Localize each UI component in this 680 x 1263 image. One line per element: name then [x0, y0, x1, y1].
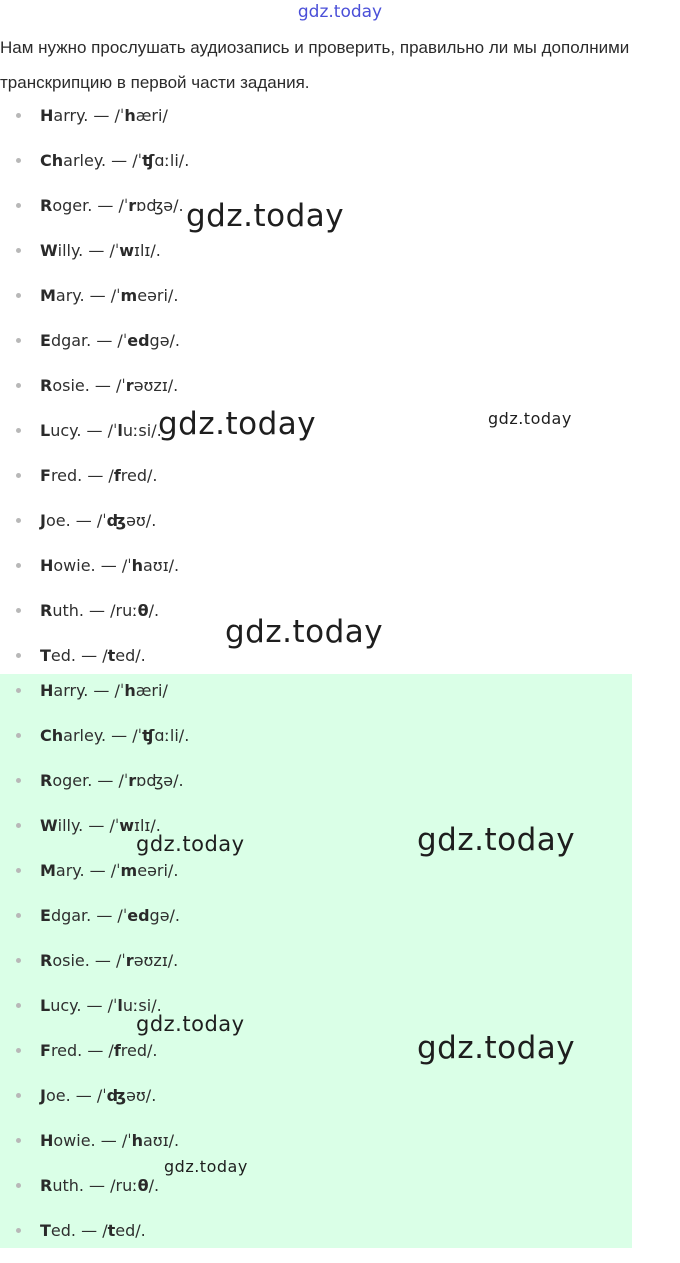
list-item: [0, 103, 189, 148]
transcription-separator: — /ˈ: [83, 241, 120, 260]
transcription-tail: ɒʤə/.: [136, 196, 184, 215]
transcription-highlight: f: [113, 1041, 121, 1060]
name-rest: illy.: [57, 816, 84, 835]
transcription-tail: ɪlɪ/.: [134, 241, 161, 260]
list-item: [0, 508, 189, 553]
bullet-icon: [16, 653, 21, 658]
name-initial: R: [40, 601, 53, 620]
transcription-tail: əʊ/.: [126, 1086, 157, 1105]
transcription-separator: — /ˈ: [89, 376, 126, 395]
name-initial: H: [40, 681, 54, 700]
bullet-icon: [16, 778, 21, 783]
name-initial: E: [40, 331, 51, 350]
transcription-tail: æri/: [135, 681, 168, 700]
name-rest: illy.: [57, 241, 84, 260]
watermark: gdz.today: [417, 1030, 576, 1066]
list-item: [0, 678, 189, 723]
bullet-icon: [16, 428, 21, 433]
name-rest: oger.: [52, 196, 93, 215]
list-item: [0, 903, 189, 948]
name-rest: arry.: [53, 106, 89, 125]
name-rest: ucy.: [50, 996, 82, 1015]
name-initial: M: [40, 286, 56, 305]
transcription-highlight: θ: [137, 1176, 149, 1195]
bullet-icon: [16, 158, 21, 163]
transcription-tail: red/.: [120, 466, 158, 485]
site-header-logo[interactable]: gdz.today: [297, 2, 383, 22]
name-rest: owie.: [53, 1131, 96, 1150]
name-initial: L: [40, 421, 51, 440]
transcription-highlight: ʧ: [142, 726, 155, 745]
name-initial: H: [40, 106, 54, 125]
name-rest: arley.: [63, 726, 107, 745]
bullet-icon: [16, 733, 21, 738]
transcription-highlight: ʤ: [106, 511, 127, 530]
bullet-icon: [16, 518, 21, 523]
name-initial: H: [40, 556, 54, 575]
name-rest: oger.: [52, 771, 93, 790]
name-initial: R: [40, 376, 53, 395]
transcription-highlight: w: [119, 241, 135, 260]
transcription-separator: — /ˈ: [92, 196, 129, 215]
transcription-highlight: m: [120, 286, 138, 305]
transcription-highlight: h: [124, 681, 136, 700]
transcription-separator: — /ˈ: [70, 511, 107, 530]
transcription-highlight: w: [119, 816, 135, 835]
bullet-icon: [16, 823, 21, 828]
name-rest: owie.: [53, 556, 96, 575]
bullet-icon: [16, 113, 21, 118]
transcription-highlight: r: [128, 196, 137, 215]
name-rest: ed.: [50, 1221, 77, 1240]
bullet-icon: [16, 958, 21, 963]
bullet-icon: [16, 383, 21, 388]
transcription-tail: ɑːli/.: [154, 726, 190, 745]
name-initial: T: [40, 646, 51, 665]
transcription-separator: — /ˈ: [91, 331, 128, 350]
transcription-separator: — /ˈ: [89, 951, 126, 970]
name-rest: uth.: [52, 601, 84, 620]
transcription-highlight: f: [113, 466, 121, 485]
transcription-separator: — /ˈ: [70, 1086, 107, 1105]
name-initial: W: [40, 241, 58, 260]
transcription-tail: aʊɪ/.: [143, 1131, 180, 1150]
name-rest: uth.: [52, 1176, 84, 1195]
transcription-highlight: ed: [127, 331, 150, 350]
intro-text: Нам нужно прослушать аудиозапись и проверить, правильно ли мы дополними транскрипцию в первой части задания.: [0, 38, 630, 92]
transcription-highlight: ʤ: [106, 1086, 127, 1105]
transcription-tail: əʊzɪ/.: [133, 951, 179, 970]
watermark: gdz.today: [164, 1157, 248, 1176]
bullet-icon: [16, 913, 21, 918]
transcription-highlight: m: [120, 861, 138, 880]
transcription-separator: — /ˈ: [81, 421, 118, 440]
transcription-separator: — /ˈ: [84, 861, 121, 880]
bullet-icon: [16, 1138, 21, 1143]
name-initial: L: [40, 996, 51, 1015]
bullet-icon: [16, 688, 21, 693]
list-item: [0, 598, 189, 643]
transcription-separator: — /ˈ: [95, 1131, 132, 1150]
bullet-icon: [16, 1228, 21, 1233]
transcription-tail: ɪlɪ/.: [134, 816, 161, 835]
name-initial: Ch: [40, 726, 64, 745]
transcription-tail: æri/: [135, 106, 168, 125]
name-initial: R: [40, 196, 53, 215]
watermark: gdz.today: [136, 1012, 245, 1036]
name-rest: arley.: [63, 151, 107, 170]
transcription-highlight: θ: [137, 601, 149, 620]
bullet-icon: [16, 1093, 21, 1098]
transcription-highlight: t: [107, 646, 116, 665]
watermark: gdz.today: [158, 406, 317, 442]
transcription-highlight: l: [117, 421, 123, 440]
list-item: [0, 1218, 189, 1263]
transcription-highlight: l: [117, 996, 123, 1015]
transcription-tail: uːsi/.: [122, 421, 162, 440]
transcription-tail: əʊzɪ/.: [133, 376, 179, 395]
name-initial: R: [40, 951, 53, 970]
list-item: [0, 1173, 189, 1218]
watermark: gdz.today: [417, 822, 576, 858]
transcription-highlight: t: [107, 1221, 116, 1240]
transcription-tail: gə/.: [149, 906, 181, 925]
watermark: gdz.today: [136, 832, 245, 856]
name-rest: dgar.: [50, 906, 92, 925]
transcription-separator: — /ˈ: [88, 681, 125, 700]
transcription-separator: — /ˈ: [83, 816, 120, 835]
transcription-tail: ed/.: [115, 1221, 146, 1240]
transcription-list-task: [0, 103, 189, 688]
transcription-separator: — /: [82, 466, 114, 485]
list-item: [0, 948, 189, 993]
name-initial: F: [40, 1041, 51, 1060]
watermark: gdz.today: [186, 198, 345, 234]
transcription-tail: uːsi/.: [122, 996, 162, 1015]
name-rest: ucy.: [50, 421, 82, 440]
bullet-icon: [16, 1048, 21, 1053]
transcription-tail: /.: [148, 601, 160, 620]
name-initial: F: [40, 466, 51, 485]
transcription-separator: — /ˈ: [84, 286, 121, 305]
list-item: [0, 238, 189, 283]
bullet-icon: [16, 868, 21, 873]
list-item: [0, 553, 189, 598]
bullet-icon: [16, 1003, 21, 1008]
bullet-icon: [16, 473, 21, 478]
transcription-separator: — /ruː: [83, 601, 138, 620]
name-initial: W: [40, 816, 58, 835]
transcription-highlight: ed: [127, 906, 150, 925]
transcription-tail: aʊɪ/.: [143, 556, 180, 575]
transcription-tail: ɒʤə/.: [136, 771, 184, 790]
transcription-tail: eəri/.: [137, 861, 179, 880]
transcription-separator: — /ˈ: [91, 906, 128, 925]
watermark: gdz.today: [488, 409, 572, 428]
name-rest: ed.: [50, 646, 77, 665]
transcription-tail: ed/.: [115, 646, 146, 665]
transcription-highlight: h: [131, 1131, 143, 1150]
name-initial: E: [40, 906, 51, 925]
transcription-list-answer: [0, 678, 189, 1263]
transcription-tail: gə/.: [149, 331, 181, 350]
transcription-highlight: h: [124, 106, 136, 125]
bullet-icon: [16, 203, 21, 208]
bullet-icon: [16, 1183, 21, 1188]
transcription-separator: — /: [76, 1221, 108, 1240]
name-initial: T: [40, 1221, 51, 1240]
name-initial: J: [40, 511, 46, 530]
transcription-highlight: r: [128, 771, 137, 790]
transcription-separator: — /ˈ: [88, 106, 125, 125]
name-rest: ary.: [55, 861, 85, 880]
transcription-separator: — /ˈ: [106, 151, 143, 170]
list-item: [0, 463, 189, 508]
list-item: [0, 328, 189, 373]
transcription-tail: /.: [148, 1176, 160, 1195]
bullet-icon: [16, 248, 21, 253]
transcription-highlight: ʧ: [142, 151, 155, 170]
transcription-separator: — /ˈ: [92, 771, 129, 790]
watermark: gdz.today: [225, 614, 384, 650]
name-initial: R: [40, 771, 53, 790]
list-item: [0, 1083, 189, 1128]
name-rest: red.: [50, 466, 83, 485]
list-item: [0, 858, 189, 903]
bullet-icon: [16, 293, 21, 298]
bullet-icon: [16, 338, 21, 343]
transcription-separator: — /ruː: [83, 1176, 138, 1195]
bullet-icon: [16, 563, 21, 568]
bullet-icon: [16, 608, 21, 613]
list-item: [0, 1038, 189, 1083]
transcription-separator: — /ˈ: [95, 556, 132, 575]
list-item: [0, 768, 189, 813]
list-item: [0, 193, 189, 238]
transcription-tail: eəri/.: [137, 286, 179, 305]
name-rest: osie.: [52, 951, 90, 970]
transcription-separator: — /: [76, 646, 108, 665]
name-rest: oe.: [45, 1086, 71, 1105]
list-item: [0, 148, 189, 193]
list-item: [0, 723, 189, 768]
transcription-tail: əʊ/.: [126, 511, 157, 530]
transcription-highlight: r: [125, 951, 134, 970]
name-rest: red.: [50, 1041, 83, 1060]
name-rest: oe.: [45, 511, 71, 530]
transcription-tail: red/.: [120, 1041, 158, 1060]
transcription-highlight: r: [125, 376, 134, 395]
list-item: [0, 283, 189, 328]
name-initial: J: [40, 1086, 46, 1105]
name-initial: M: [40, 861, 56, 880]
name-rest: ary.: [55, 286, 85, 305]
name-initial: R: [40, 1176, 53, 1195]
list-item: [0, 1128, 189, 1173]
name-rest: arry.: [53, 681, 89, 700]
name-initial: H: [40, 1131, 54, 1150]
transcription-highlight: h: [131, 556, 143, 575]
name-rest: dgar.: [50, 331, 92, 350]
transcription-tail: ɑːli/.: [154, 151, 190, 170]
name-initial: Ch: [40, 151, 64, 170]
transcription-separator: — /: [82, 1041, 114, 1060]
name-rest: osie.: [52, 376, 90, 395]
transcription-separator: — /ˈ: [81, 996, 118, 1015]
transcription-separator: — /ˈ: [106, 726, 143, 745]
